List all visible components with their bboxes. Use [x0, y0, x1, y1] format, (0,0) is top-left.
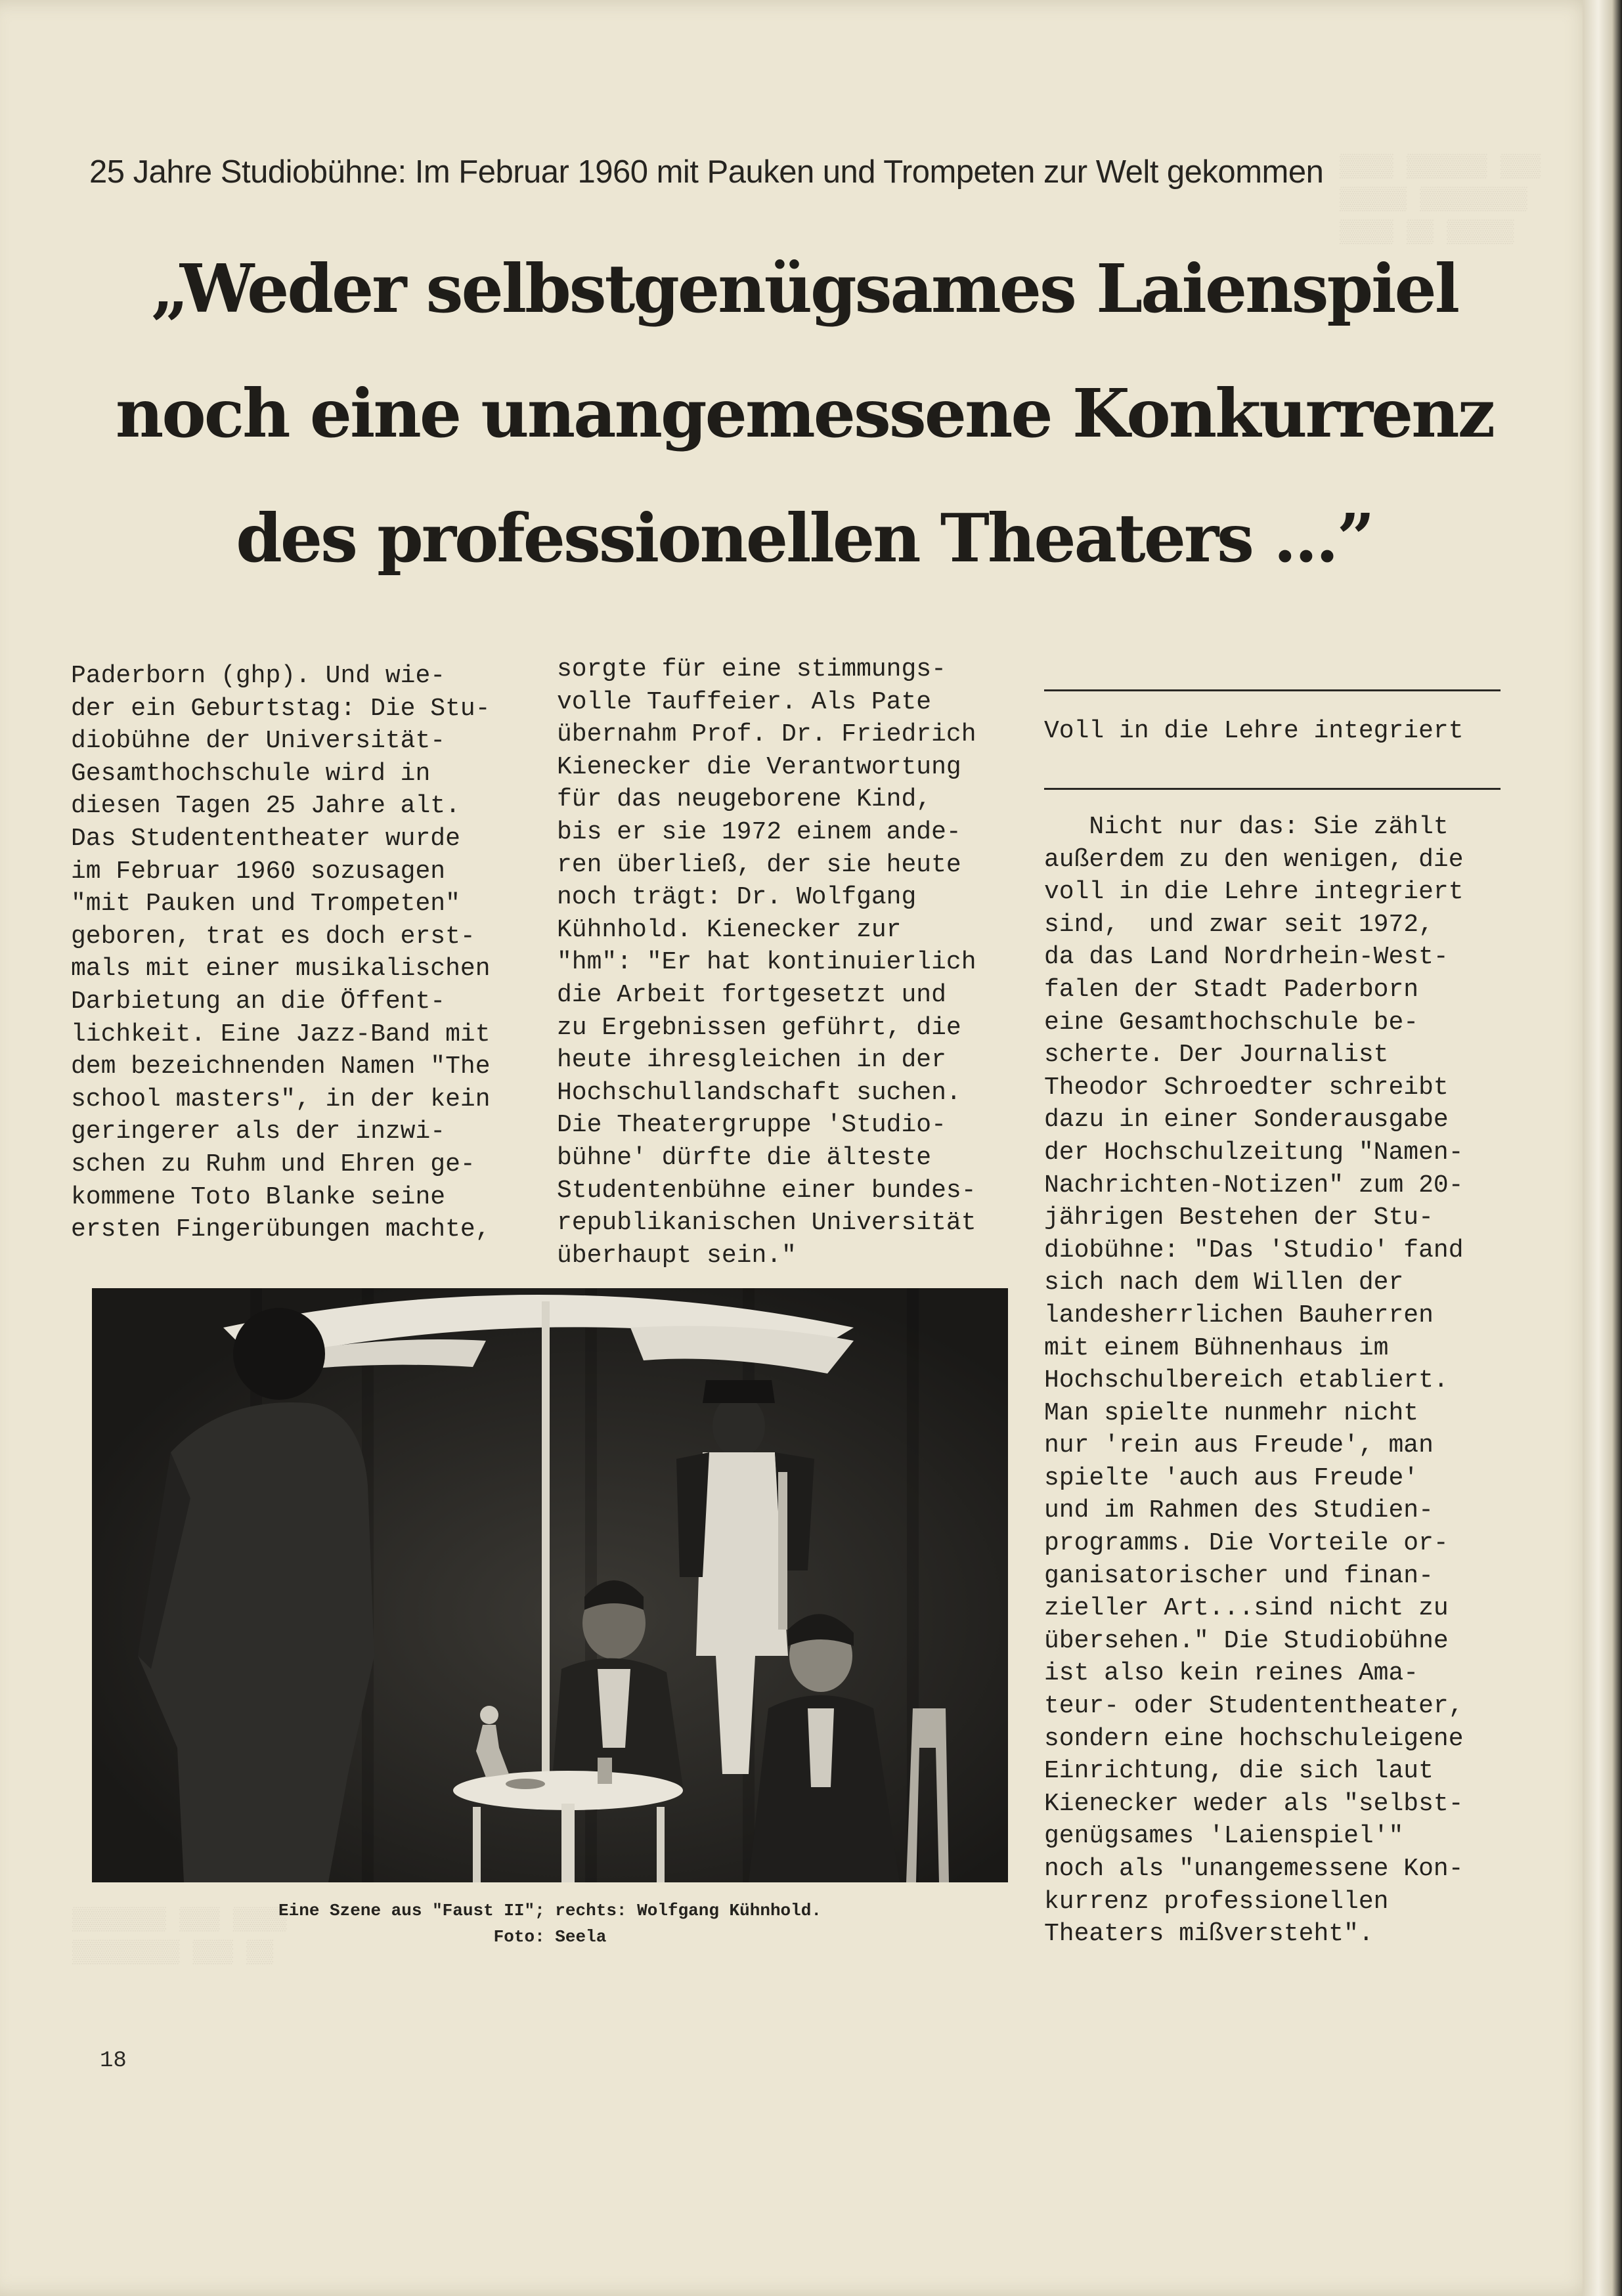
page-edge: [1583, 0, 1622, 2296]
subhead-rule-bottom: [1044, 788, 1501, 790]
article-column-3: Nicht nur das: Sie zählt außerdem zu den wenigen, die voll in die Lehre integriert sind, und zwar seit 1972, da das Land Nordrhein-West- falen der Stadt Paderborn eine Gesamthochschule be- scherte. Der Journalist Theodor Schroedter schreibt dazu in einer Sonderausgabe der Hochschulzeitung "Namen- Nachrichten-Notizen" zum 20- jährigen Bestehen der Stu- diobühne: "Das 'Studio' fand sich nach dem Willen der landesherrlichen Bauherren mit einem Bühnenhaus im Hochschulbereich etabliert. Man spielte nunmehr nicht nur 'rein aus Freude', man spielte 'auch aus Freude' und im Rahmen des Studien- programms. Die Vorteile or- ganisatorischer und finan- zieller Art...sind nicht zu übersehen." Die Studiobühne ist also kein reines Ama- teur- oder Studententheater, sondern eine hochschuleigene Einrichtung, die sich laut Kienecker weder als "selbst- genügsames 'Laienspiel'" noch als "unangemessene Kon- kurrenz professionellen Theaters mißversteht".: [1044, 813, 1464, 1949]
page-number: 18: [100, 2048, 127, 2073]
headline-line-3: des professionellen Theaters ...”: [236, 499, 1373, 577]
section-subhead: Voll in die Lehre integriert: [1044, 717, 1464, 745]
article-column-1: Paderborn (ghp). Und wie- der ein Geburtstag: Die Stu- diobühne der Universität- Gesamthochschule wird in diesen Tagen 25 Jahre alt. Das Studententheater wurde im Februar 1960 sozusagen "mit Pauken und Trompeten" geboren, trat es doch erst- mals mit einer musikalischen Darbietung an die Öffent- lichkeit. Eine Jazz-Band mit dem bezeichnenden Namen "The school masters", in der kein geringerer als der inzwi- schen zu Ruhm und Ehren ge- kommene Toto Blanke seine ersten Fingerübungen machte,: [71, 662, 491, 1244]
bleed-through-text: ▒▒▒▒ ▒▒▒▒▒▒ ▒▒▒ ▒▒▒▒▒ ▒▒▒▒▒▒▒▒ ▒▒▒▒ ▒▒ ▒▒▒▒▒: [1340, 155, 1541, 246]
kicker-line: 25 Jahre Studiobühne: Im Februar 1960 mit Pauken und Trompeten zur Welt gekommen: [89, 154, 1324, 190]
caption-line-1: Eine Szene aus "Faust II"; rechts: Wolfgang Kühnhold.: [278, 1901, 822, 1920]
stage-photo: [92, 1288, 1008, 1882]
subhead-rule-top: [1044, 689, 1501, 691]
headline-line-2: noch eine unangemessene Konkurrenz: [115, 374, 1494, 452]
caption-line-2: Foto: Seela: [493, 1927, 607, 1947]
headline-line-1: „Weder selbstgenügsames Laienspiel: [150, 249, 1458, 328]
bleed-through-text-lower: ▒▒▒▒▒▒▒ ▒▒▒ ▒▒▒▒ ▒▒▒▒▒▒▒▒ ▒▒▒ ▒▒: [72, 1908, 287, 1966]
photo-caption: [92, 1897, 1008, 1950]
stage-photo-illustration: [92, 1288, 1008, 1882]
article-column-2: sorgte für eine stimmungs- volle Tauffeier. Als Pate übernahm Prof. Dr. Friedrich Kienecker die Verantwortung für das neugeborene Kind, bis er sie 1972 einem ande- ren überließ, der sie heute noch trägt: Dr. Wolfgang Kühnhold. Kienecker zur "hm": "Er hat kontinuierlich die Arbeit fortgesetzt und zu Ergebnissen geführt, die heute ihresgleichen in der Hochschullandschaft suchen. Die Theatergruppe 'Studio- bühne' dürfte die älteste Studentenbühne einer bundes- republikanischen Universität überhaupt sein.": [557, 655, 976, 1270]
headline: [39, 227, 1569, 601]
